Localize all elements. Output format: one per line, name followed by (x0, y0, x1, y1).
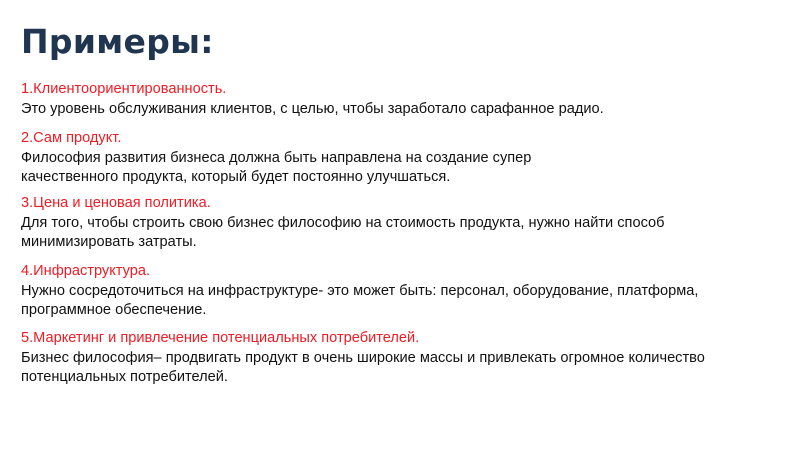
example-heading: 5.Маркетинг и привлечение потенциальных потребителей. (21, 330, 420, 346)
example-item (21, 329, 705, 388)
example-item (21, 80, 604, 119)
example-body: Это уровень обслуживания клиентов, с целью, чтобы заработало сарафанное радио. (21, 100, 604, 117)
example-body: Для того, чтобы строить свою бизнес философию на стоимость продукта, нужно найти способ минимизировать затраты. (21, 214, 665, 250)
example-heading: 3.Цена и ценовая политика. (21, 195, 211, 211)
example-item (21, 194, 665, 253)
example-item (21, 262, 698, 321)
example-body: Бизнес философия– продвигать продукт в очень широкие массы и привлекать огромное количество потенциальных потребителей. (21, 349, 705, 385)
example-heading: 2.Сам продукт. (21, 130, 122, 146)
example-heading: 4.Инфраструктура. (21, 263, 151, 279)
example-body: Философия развития бизнеса должна быть направлена на создание супер качественного продукта, который будет постоянно улучшаться. (21, 149, 532, 185)
slide-title: Примеры: (21, 22, 214, 61)
example-item (21, 129, 531, 188)
example-heading: 1.Клиентоориентированность. (21, 81, 227, 97)
example-body: Нужно сосредоточиться на инфраструктуре- это может быть: персонал, оборудование, платформа, программное обеспечение. (21, 282, 699, 318)
